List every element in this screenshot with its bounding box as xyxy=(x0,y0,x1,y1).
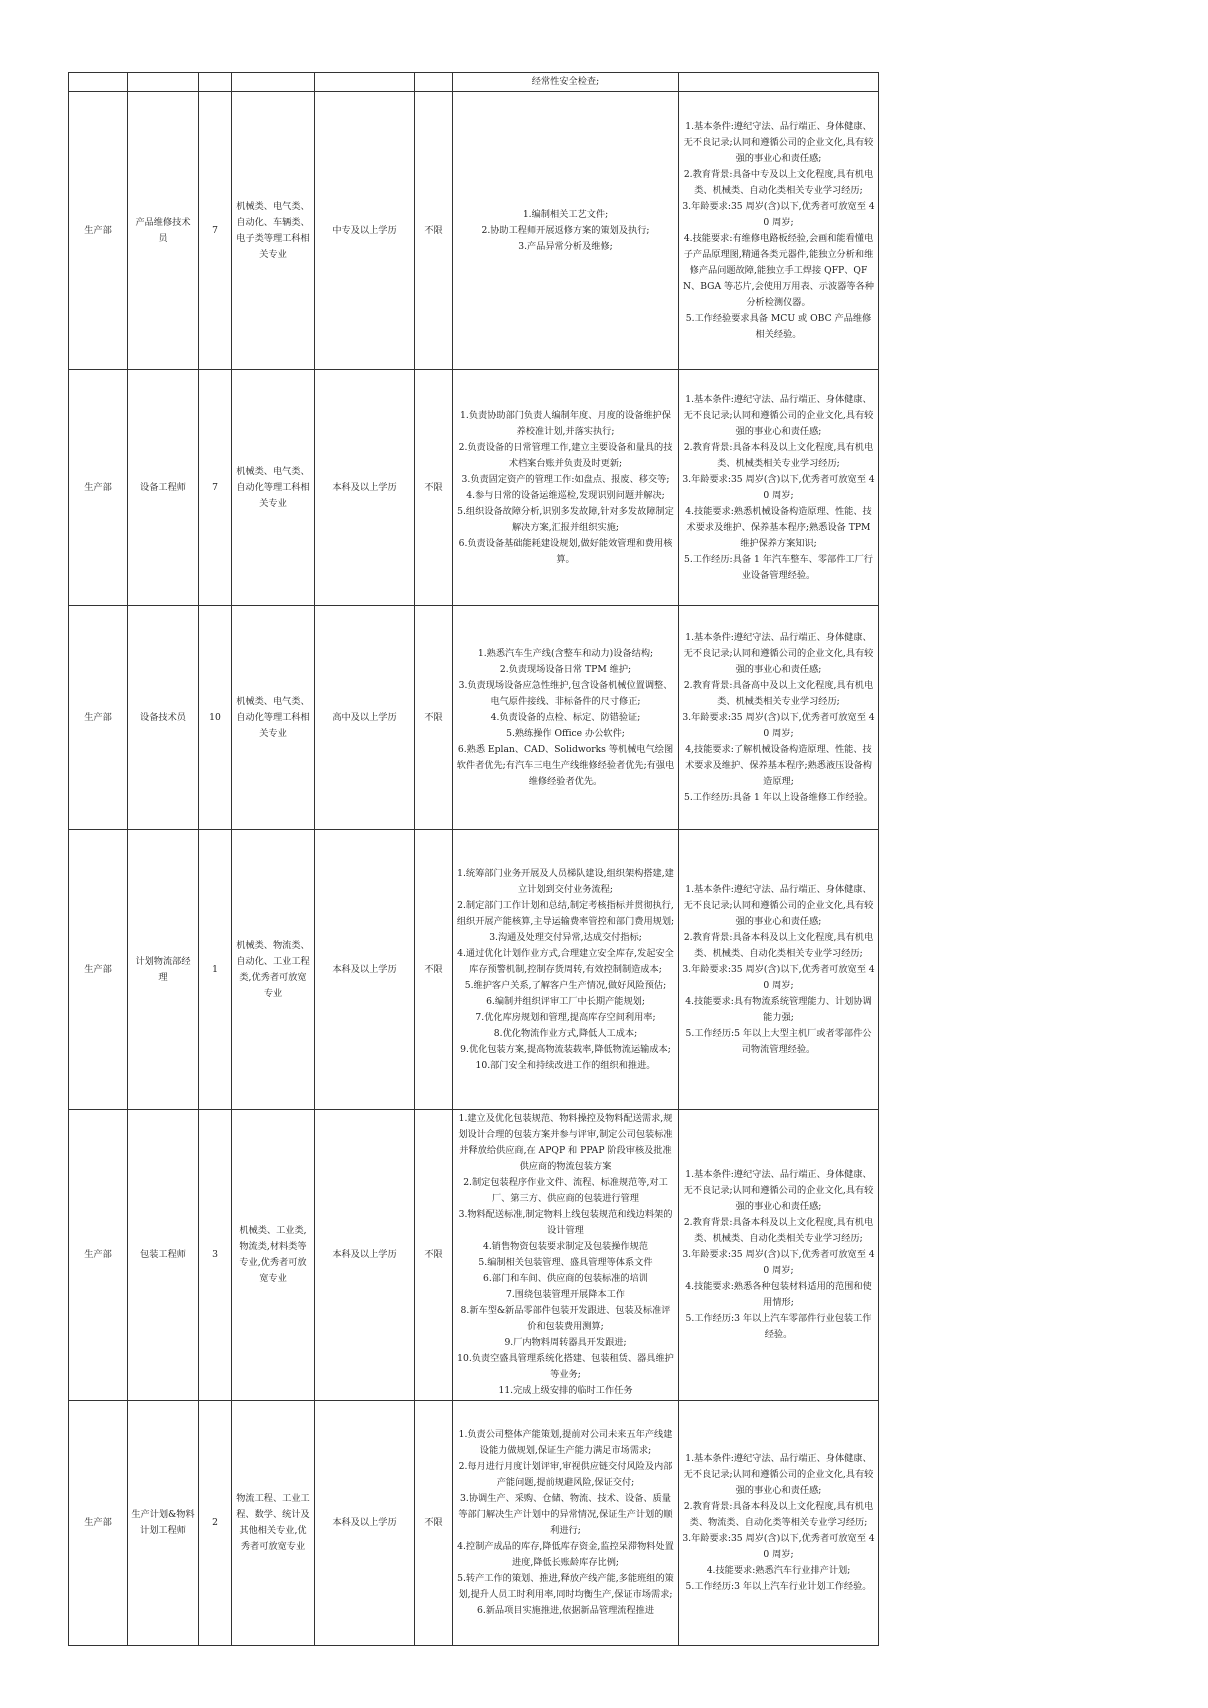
cell-duties xyxy=(453,830,679,1110)
requirement-line: 4,技能要求:了解机械设备构造原理、性能、技术要求及维护、保养基本程序;熟悉液压设备构造原理; xyxy=(685,743,872,787)
table-row xyxy=(69,370,879,606)
cell-requirements xyxy=(679,1401,879,1646)
cell-major: 机械类、物流类、自动化、工业工程类,优秀者可放宽专业 xyxy=(232,830,315,1110)
cell-education: 本科及以上学历 xyxy=(315,370,415,606)
table-row xyxy=(69,830,879,1110)
duty-line: 2.制定部门工作计划和总结,制定考核指标并贯彻执行,组织开展产能核算,主导运输费率管控和部门费用规划; xyxy=(456,899,675,927)
cell-gender: 不限 xyxy=(415,370,453,606)
recruitment-table-page xyxy=(68,72,878,1646)
requirement-line: 3.年龄要求:35 周岁(含)以下,优秀者可放宽至 40 周岁; xyxy=(682,473,875,501)
cell-position: 设备工程师 xyxy=(128,370,199,606)
cell-gender: 不限 xyxy=(415,606,453,830)
duty-line: 6.新品项目实施推进,依据新品管理流程推进 xyxy=(476,1605,655,1616)
requirement-line: 2.教育背景:具备高中及以上文化程度,具有机电类、机械类相关专业学习经历; xyxy=(683,679,874,707)
duty-line: 7.围绕包装管理开展降本工作 xyxy=(505,1289,625,1300)
requirement-line: 3.年龄要求:35 周岁(含)以下,优秀者可放宽至 40 周岁; xyxy=(682,1533,875,1560)
cell-position: 计划物流部经理 xyxy=(128,830,199,1110)
requirement-line: 2.教育背景:具备本科及以上文化程度,具有机电类、机械类相关专业学习经历; xyxy=(683,441,874,469)
requirement-line: 5.工作经历:具备 1 年汽车整车、零部件工厂行业设备管理经验。 xyxy=(684,553,873,581)
cell-count xyxy=(199,73,232,92)
duty-line: 4.销售物资包装要求制定及包装操作规范 xyxy=(483,1241,648,1252)
cell-education xyxy=(315,73,415,92)
requirement-line: 1.基本条件:遵纪守法、品行端正、身体健康、无不良记录;认同和遵循公司的企业文化,具有较强的事业心和责任感; xyxy=(683,393,874,437)
cell-duties xyxy=(453,1110,679,1401)
cell-major: 物流工程、工业工程、数学、统计及其他相关专业,优秀者可放宽专业 xyxy=(232,1401,315,1646)
cell-position: 设备技术员 xyxy=(128,606,199,830)
cell-gender: 不限 xyxy=(415,830,453,1110)
cell-dept: 生产部 xyxy=(69,92,128,370)
requirement-line: 2.教育背景:具备本科及以上文化程度,具有机电类、机械类、自动化类相关专业学习经历; xyxy=(683,1217,874,1244)
cell-count: 1 xyxy=(199,830,232,1110)
duty-line: 10.部门安全和持续改进工作的组织和推进。 xyxy=(475,1059,656,1071)
duty-line: 1.熟悉汽车生产线(含整车和动力)设备结构; xyxy=(477,647,654,659)
cell-count: 3 xyxy=(199,1110,232,1401)
duty-line: 2.协助工程师开展返修方案的策划及执行; xyxy=(481,224,650,236)
requirement-line: 5.工作经历:具备 1 年以上设备维修工作经验。 xyxy=(684,791,873,803)
cell-dept: 生产部 xyxy=(69,830,128,1110)
duty-line: 11.完成上级安排的临时工作任务 xyxy=(498,1385,633,1396)
duty-line: 4.负责设备的点检、标定、防错验证; xyxy=(490,711,641,723)
cell-education: 本科及以上学历 xyxy=(315,1401,415,1646)
requirement-line: 2.教育背景:具备中专及以上文化程度,具有机电类、机械类、自动化类相关专业学习经历; xyxy=(683,168,874,196)
requirement-line: 3.年龄要求:35 周岁(含)以下,优秀者可放宽至 40 周岁; xyxy=(682,711,875,739)
cell-gender: 不限 xyxy=(415,1401,453,1646)
cell-dept: 生产部 xyxy=(69,1110,128,1401)
cell-duties xyxy=(453,1401,679,1646)
table-row-continuation xyxy=(69,73,879,92)
cell-dept: 生产部 xyxy=(69,606,128,830)
requirement-line: 4.技能要求:有维修电路板经验,会画和能看懂电子产品原理图,精通各类元器件,能独立分析和维修产品问题故障,能独立手工焊接 QFP、QFN、BGA 等芯片,会使用万用表、示波器等各种分析检测仪器。 xyxy=(683,232,874,308)
cell-duties xyxy=(453,606,679,830)
cell-count: 7 xyxy=(199,370,232,606)
table-row xyxy=(69,606,879,830)
duty-line: 5.组织设备故障分析,识别多发故障,针对多发故障制定解决方案,汇报并组织实施; xyxy=(457,505,674,533)
requirement-line: 3.年龄要求:35 周岁(含)以下,优秀者可放宽至 40 周岁; xyxy=(682,200,875,228)
requirement-line: 1.基本条件:遵纪守法、品行端正、身体健康、无不良记录;认同和遵循公司的企业文化,具有较强的事业心和责任感; xyxy=(683,883,874,927)
table-row xyxy=(69,1110,879,1401)
cell-count: 10 xyxy=(199,606,232,830)
cell-education: 本科及以上学历 xyxy=(315,1110,415,1401)
recruitment-table xyxy=(68,72,879,1646)
cell-dept: 生产部 xyxy=(69,370,128,606)
duty-line: 9.厂内物料周转器具开发跟进; xyxy=(504,1337,627,1348)
cell-major: 机械类、电气类、自动化等理工科相关专业 xyxy=(232,606,315,830)
requirement-line: 4.技能要求:熟悉机械设备构造原理、性能、技术要求及维护、保养基本程序;熟悉设备 TPM 维护保养方案知识; xyxy=(685,505,872,549)
duty-line: 3.负责现场设备应急性维护,包含设备机械位置调整、电气原件接线、非标备件的尺寸修正; xyxy=(458,679,673,707)
duty-line: 3.产品异常分析及维修; xyxy=(518,240,613,252)
cell-major xyxy=(232,73,315,92)
duty-line: 4.参与日常的设备运维巡检,发现识别问题并解决; xyxy=(466,489,665,501)
requirement-line: 4.技能要求:具有物流系统管理能力、计划协调能力强; xyxy=(685,995,872,1023)
duty-line: 6.编制并组织评审工厂中长期产能规划; xyxy=(486,995,645,1007)
duty-line: 8.优化物流作业方式,降低人工成本; xyxy=(493,1027,638,1039)
cell-position: 包装工程师 xyxy=(128,1110,199,1401)
duty-line: 1.负责协助部门负责人编制年度、月度的设备维护保养校准计划,并落实执行; xyxy=(460,409,671,437)
duty-line: 3.负责固定资产的管理工作:如盘点、报废、移交等; xyxy=(461,473,670,485)
duty-line: 3.协调生产、采购、仓储、物流、技术、设备、质量等部门解决生产计划中的异常情况,保证生产计划的顺利进行; xyxy=(458,1493,673,1536)
requirement-line: 2.教育背景:具备本科及以上文化程度,具有机电类、物流类、自动化类等相关专业学习经历; xyxy=(683,1501,874,1528)
cell-requirements xyxy=(679,370,879,606)
cell-education: 高中及以上学历 xyxy=(315,606,415,830)
requirement-line: 1.基本条件:遵纪守法、品行端正、身体健康、无不良记录;认同和遵循公司的企业文化,具有较强的事业心和责任感; xyxy=(683,1169,874,1212)
cell-major: 机械类、电气类、自动化等理工科相关专业 xyxy=(232,370,315,606)
duty-line: 1.负责公司整体产能策划,提前对公司未来五年产线建设能力做规划,保证生产能力满足市场需求; xyxy=(458,1429,673,1456)
table-row xyxy=(69,92,879,370)
duty-line: 5.维护客户关系,了解客户生产情况,做好风险预估; xyxy=(464,979,667,991)
duty-line: 5.转产工作的策划、推进,释放产线产能,多能班组的策划,提升人员工时利用率,同时均衡生产,保证市场需求; xyxy=(457,1573,674,1600)
duty-line: 4.控制产成品的库存,降低库存资金,监控呆滞物料处置进度,降低长账龄库存比例; xyxy=(457,1541,674,1568)
cell-requirements xyxy=(679,1110,879,1401)
requirement-line: 3.年龄要求:35 周岁(含)以下,优秀者可放宽至 40 周岁; xyxy=(682,963,875,991)
cell-dept xyxy=(69,73,128,92)
duty-line: 6.负责设备基础能耗建设规划,做好能效管理和费用核算。 xyxy=(458,537,673,565)
cell-count: 2 xyxy=(199,1401,232,1646)
requirement-line: 5.工作经历:3 年以上汽车行业计划工作经验。 xyxy=(685,1581,872,1592)
duty-line: 经常性安全检查; xyxy=(531,76,600,87)
requirement-line: 1.基本条件:遵纪守法、品行端正、身体健康、无不良记录;认同和遵循公司的企业文化,具有较强的事业心和责任感; xyxy=(683,631,874,675)
cell-gender xyxy=(415,73,453,92)
table-row xyxy=(69,1401,879,1646)
requirement-line: 5.工作经验要求具备 MCU 或 OBC 产品维修相关经验。 xyxy=(685,312,872,340)
cell-education: 本科及以上学历 xyxy=(315,830,415,1110)
requirement-line: 4.技能要求:熟悉汽车行业排产计划; xyxy=(706,1565,851,1576)
cell-requirements xyxy=(679,92,879,370)
cell-duties xyxy=(453,92,679,370)
duty-line: 8.新车型&新品零部件包装开发跟进、包装及标准评价和包装费用测算; xyxy=(460,1305,671,1332)
duty-line: 7.优化库房规划和管理,提高库存空间利用率; xyxy=(475,1011,656,1023)
cell-count: 7 xyxy=(199,92,232,370)
duty-line: 10.负责空盛具管理系统化搭建、包装租赁、器具维护等业务; xyxy=(457,1353,674,1380)
cell-gender: 不限 xyxy=(415,1110,453,1401)
duty-line: 3.沟通及处理交付异常,达成交付指标; xyxy=(489,931,642,943)
duty-line: 2.每月进行月度计划评审,审视供应链交付风险及内部产能问题,提前规避风险,保证交付; xyxy=(458,1461,673,1488)
duty-line: 1.统筹部门业务开展及人员梯队建设,组织架构搭建,建立计划到交付业务流程; xyxy=(457,867,674,895)
cell-duties xyxy=(453,73,679,92)
requirement-line: 3.年龄要求:35 周岁(含)以下,优秀者可放宽至 40 周岁; xyxy=(682,1249,875,1276)
duty-line: 2.负责设备的日常管理工作,建立主要设备和量具的技术档案台账并负责及时更新; xyxy=(458,441,673,469)
duty-line: 1.建立及优化包装规范、物料操控及物料配送需求,规划设计合理的包装方案并参与评审,制定公司包装标准并释放给供应商,在 APQP 和 PPAP 阶段审核及批准供应商的物流包装方案 xyxy=(458,1113,673,1172)
requirement-line: 1.基本条件:遵纪守法、品行端正、身体健康、无不良记录;认同和遵循公司的企业文化,具有较强的事业心和责任感; xyxy=(683,1453,874,1496)
duty-line: 2.制定包装程序作业文件、流程、标准规范等,对工厂、第三方、供应商的包装进行管理 xyxy=(463,1177,668,1204)
duty-line: 1.编制相关工艺文件; xyxy=(522,208,609,220)
cell-position xyxy=(128,73,199,92)
cell-requirements xyxy=(679,830,879,1110)
duty-line: 2.负责现场设备日常 TPM 维护; xyxy=(499,663,632,675)
requirement-line: 4.技能要求:熟悉各种包装材料适用的范围和使用情形; xyxy=(685,1281,872,1308)
requirement-line: 2.教育背景:具备本科及以上文化程度,具有机电类、机械类、自动化类相关专业学习经历; xyxy=(683,931,874,959)
cell-education: 中专及以上学历 xyxy=(315,92,415,370)
cell-position: 生产计划&物料计划工程师 xyxy=(128,1401,199,1646)
requirement-line: 5.工作经历:3 年以上汽车零部件行业包装工作经验。 xyxy=(685,1313,872,1340)
requirement-line: 5.工作经历:5 年以上大型主机厂或者零部件公司物流管理经验。 xyxy=(685,1027,872,1055)
requirement-line: 1.基本条件:遵纪守法、品行端正、身体健康、无不良记录;认同和遵循公司的企业文化,具有较强的事业心和责任感; xyxy=(683,120,874,164)
cell-gender: 不限 xyxy=(415,92,453,370)
duty-line: 5.编制相关包装管理、盛具管理等体系文件 xyxy=(478,1257,653,1268)
cell-major: 机械类、工业类,物流类,材料类等专业,优秀者可放宽专业 xyxy=(232,1110,315,1401)
duty-line: 3.物料配送标准,制定物料上线包装规范和线边料架的设计管理 xyxy=(458,1209,673,1236)
cell-requirements xyxy=(679,73,879,92)
duty-line: 4.通过优化计划作业方式,合理建立安全库存,发起安全库存预警机制,控制存货周转,有效控制制造成本; xyxy=(457,947,674,975)
cell-position: 产品维修技术员 xyxy=(128,92,199,370)
cell-major: 机械类、电气类、自动化、车辆类、电子类等理工科相关专业 xyxy=(232,92,315,370)
cell-requirements xyxy=(679,606,879,830)
duty-line: 5.熟练操作 Office 办公软件; xyxy=(506,727,625,739)
cell-duties xyxy=(453,370,679,606)
duty-line: 9.优化包装方案,提高物流装载率,降低物流运输成本; xyxy=(460,1043,671,1055)
duty-line: 6.熟悉 Eplan、CAD、Solidworks 等机械电气绘图软件者优先;有汽车三电生产线维修经验者优先;有强电维修经验者优先。 xyxy=(456,743,675,787)
duty-line: 6.部门和车间、供应商的包装标准的培训 xyxy=(483,1273,648,1284)
cell-dept: 生产部 xyxy=(69,1401,128,1646)
